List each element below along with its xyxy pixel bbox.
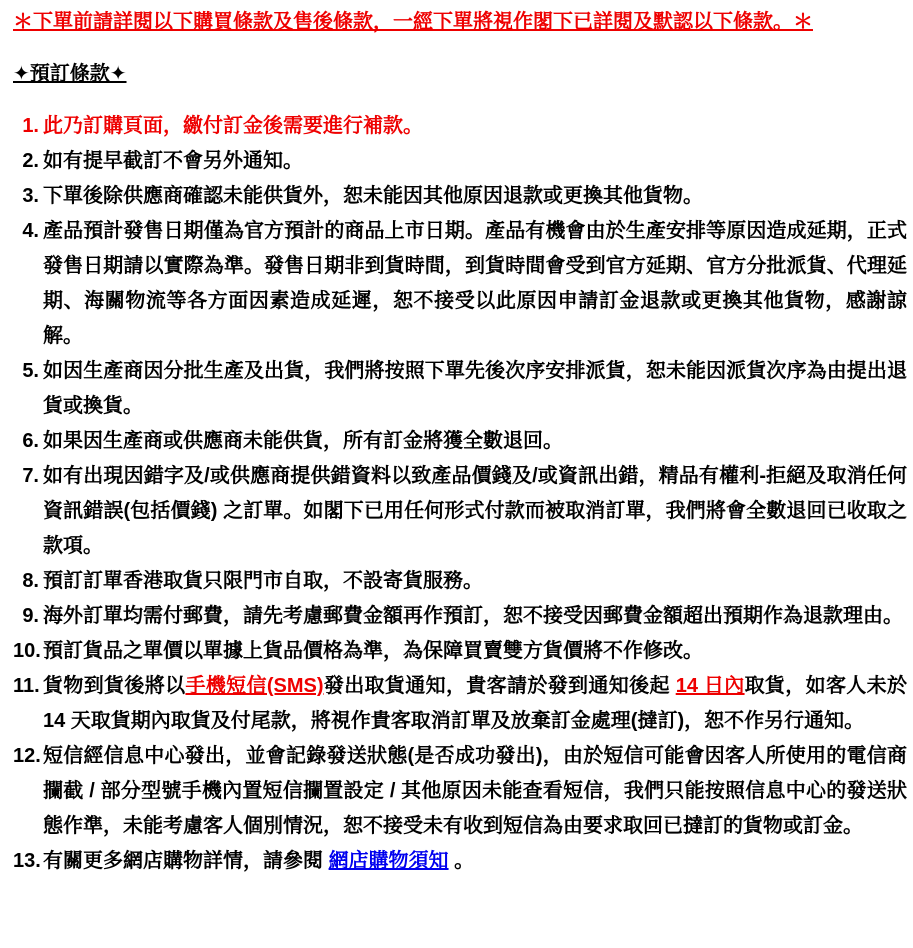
term-number: 12. xyxy=(13,745,41,767)
term-text: 預訂訂單香港取貨只限門市自取，不設寄貨服務。 xyxy=(43,570,483,592)
term-text: 短信經信息中心發出，並會記錄發送狀態(是否成功發出)，由於短信可能會因客人所使用的電信商攔截 / 部分型號手機內置短信攔置設定 / 其他原因未能查看短信，我們只能按照信息中心的發送狀態作準，未能考慮客人個別情況，恕不接受未有收到短信為由要求取回已撻訂的貨物或訂金。 xyxy=(43,745,907,837)
term-number: 10. xyxy=(13,640,41,662)
term-item-12 xyxy=(13,739,907,844)
term-text: 產品預計發售日期僅為官方預計的商品上市日期。產品有機會由於生產安排等原因造成延期，正式發售日期請以實際為準。發售日期非到貨時間，到貨時間會受到官方延期、官方分批派貨、代理延期、海關物流等各方面因素造成延遲，恕不接受以此原因申請訂金退款或更換其他貨物，感謝諒解。 xyxy=(43,220,907,347)
term-text: 此乃訂購頁面，繳付訂金後需要進行補款。 xyxy=(43,115,423,137)
pickup-deadline-highlight: 14 日內 xyxy=(675,675,745,697)
term-item-9 xyxy=(13,599,907,634)
term-item-4 xyxy=(13,214,907,354)
term-item-6 xyxy=(13,424,907,459)
term-number: 8. xyxy=(22,570,39,592)
term-text-segment: 有關更多網店購物詳情，請參閱 xyxy=(43,850,329,872)
term-number: 4. xyxy=(22,220,39,242)
term-item-2 xyxy=(13,144,907,179)
header-notice: ＊下單前請詳閱以下購買條款及售後條款，一經下單將視作閣下已詳閱及默認以下條款。＊ xyxy=(13,11,813,33)
terms-list xyxy=(13,109,907,879)
term-item-3 xyxy=(13,179,907,214)
term-item-1 xyxy=(13,109,907,144)
term-item-7 xyxy=(13,459,907,564)
term-number: 7. xyxy=(22,465,39,487)
section-title: ✦預訂條款✦ xyxy=(13,63,127,85)
term-item-10 xyxy=(13,634,907,669)
term-number: 13. xyxy=(13,850,41,872)
term-text xyxy=(43,850,474,872)
term-text-segment: 發出取貨通知，貴客請於發到通知後起 xyxy=(323,675,676,697)
term-number: 6. xyxy=(22,430,39,452)
term-number: 3. xyxy=(22,185,39,207)
term-number: 9. xyxy=(22,605,39,627)
shop-guide-link[interactable]: 網店購物須知 xyxy=(328,850,449,872)
term-item-11 xyxy=(13,669,907,739)
term-text-segment: 取貨，如客人未於 14 天取貨期內取貨及付尾款，將視作貴客取消訂單及放棄訂金處理(撻訂)，恕不作另行通知。 xyxy=(43,675,908,732)
sms-highlight: 手機短信(SMS) xyxy=(185,675,324,697)
term-text: 預訂貨品之單價以單據上貨品價格為準，為保障買賣雙方貨價將不作修改。 xyxy=(43,640,703,662)
term-text: 如因生產商因分批生產及出貨，我們將按照下單先後次序安排派貨，恕未能因派貨次序為由提出退貨或換貨。 xyxy=(43,360,907,417)
term-item-5 xyxy=(13,354,907,424)
term-text: 如果因生產商或供應商未能供貨，所有訂金將獲全數退回。 xyxy=(43,430,563,452)
term-item-8 xyxy=(13,564,907,599)
term-number: 11. xyxy=(13,675,40,697)
term-text: 海外訂單均需付郵費，請先考慮郵費金額再作預訂，恕不接受因郵費金額超出預期作為退款理由。 xyxy=(43,605,903,627)
term-number: 1. xyxy=(22,115,39,137)
term-number: 2. xyxy=(22,150,39,172)
term-text xyxy=(43,675,907,732)
term-number: 5. xyxy=(22,360,39,382)
term-text: 如有提早截訂不會另外通知。 xyxy=(43,150,303,172)
term-item-13 xyxy=(13,844,907,879)
term-text-segment: 貨物到貨後將以 xyxy=(43,675,186,697)
term-text-segment: 。 xyxy=(448,850,475,872)
term-text: 如有出現因錯字及/或供應商提供錯資料以致產品價錢及/或資訊出錯，精品有權利-拒絕及取消任何資訊錯誤(包括價錢) 之訂單。如閣下已用任何形式付款而被取消訂單，我們將會全數退回已收取之款項。 xyxy=(43,465,907,557)
term-text: 下單後除供應商確認未能供貨外，恕未能因其他原因退款或更換其他貨物。 xyxy=(43,185,703,207)
